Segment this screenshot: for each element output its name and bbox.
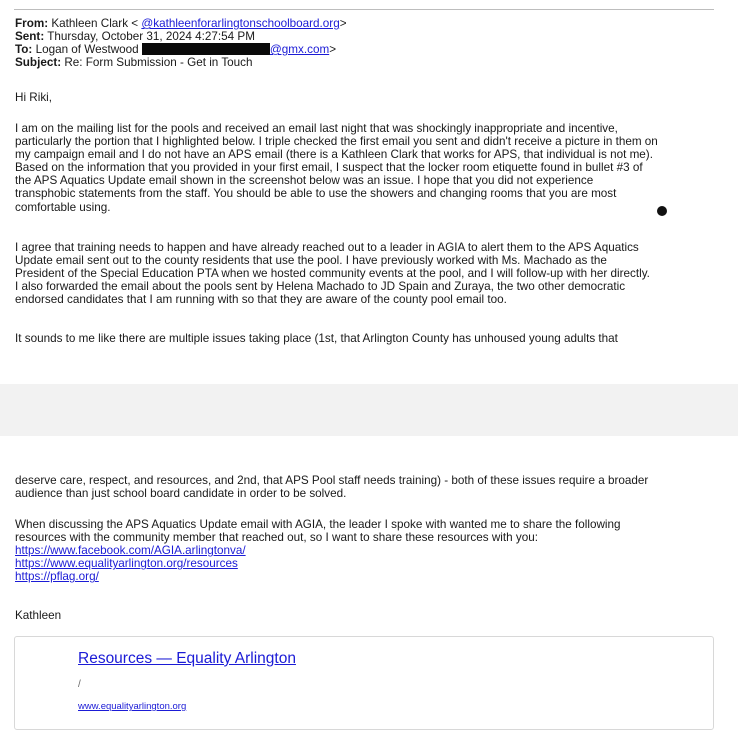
link-preview-path: / (78, 679, 81, 690)
to-line (15, 43, 336, 56)
sent-label: Sent: (15, 30, 45, 43)
link-preview-card[interactable] (14, 636, 714, 730)
ink-dot-mark (657, 206, 667, 216)
greeting-text: Hi Riki, (15, 91, 53, 104)
from-line (15, 17, 347, 30)
pflag-link[interactable]: https://pflag.org/ (15, 570, 99, 584)
paragraph-line: I agree that training needs to happen and have already reached out to a leader in AGIA to alert them to the APS Aquatics (15, 241, 639, 254)
email-page-2 (0, 436, 738, 752)
subject-value: Re: Form Submission - Get in Touch (64, 56, 253, 69)
paragraph-line: transphobic statements from the staff. You should be able to use the showers and changing rooms that you are most (15, 187, 617, 201)
subject-label: Subject: (15, 56, 62, 69)
paragraph-line: When discussing the APS Aquatics Update email with AGIA, the leader I spoke with wanted me to share the following (15, 518, 621, 531)
signature-text: Kathleen (15, 609, 62, 622)
link-preview-url[interactable]: www.equalityarlington.org (78, 701, 187, 712)
paragraph-line: my campaign email and I do not have an APS email (there is a Kathleen Clark that works for APS, that individual is not me). (15, 148, 653, 162)
paragraph-4 (15, 518, 727, 583)
equality-arlington-link[interactable]: https://www.equalityarlington.org/resources (15, 557, 238, 571)
subject-line (15, 56, 253, 69)
paragraph-line: Based on the information that you provided in your first email, I suspect that the locker room etiquette found in bullet #3 of (15, 161, 643, 175)
facebook-link[interactable]: https://www.facebook.com/AGIA.arlingtonva/ (15, 544, 246, 558)
paragraph-line: deserve care, respect, and resources, and 2nd, that APS Pool staff needs training) - both of these issues require a broader (15, 474, 649, 487)
to-name: Logan of Westwood (35, 43, 139, 56)
sent-line (15, 30, 255, 43)
paragraph-2 (15, 241, 727, 306)
link-preview-title[interactable]: Resources — Equality Arlington (78, 650, 296, 667)
signature (15, 609, 727, 622)
from-name: Kathleen Clark < (51, 17, 139, 30)
to-email-link[interactable]: @gmx.com (269, 43, 330, 56)
to-close: > (329, 43, 337, 56)
paragraph-3-start (15, 332, 727, 345)
to-label: To: (15, 43, 33, 56)
paragraph-line: President of the Special Education PTA when we hosted community events at the pool, and I will follow-up with her directly. (15, 267, 650, 281)
paragraph-line: endorsed candidates that I am running with so that they are aware of the county pool email too. (15, 293, 507, 307)
redaction-bar (142, 43, 270, 55)
paragraph-line: comfortable using. (15, 200, 111, 214)
header-divider (14, 9, 714, 10)
paragraph-1 (15, 122, 727, 214)
from-email-link[interactable]: @kathleenforarlingtonschoolboard.org (141, 17, 340, 30)
greeting (15, 91, 727, 104)
paragraph-line: resources with the community member that reached out, so I want to share these resources with you: (15, 531, 538, 545)
paragraph-line: the APS Aquatics Update email shown in the screenshot below was an issue. I hope that you did not experience (15, 174, 594, 188)
paragraph-line: I also forwarded the email about the pools sent by Helena Machado to JD Spain and Zuraya, the two other democratic (15, 280, 626, 294)
paragraph-line: particularly the portion that I highlighted below. I triple checked the first email you sent and didn't receive a picture in them on (15, 135, 658, 149)
from-close: > (339, 17, 347, 30)
sent-value: Thursday, October 31, 2024 4:27:54 PM (47, 30, 255, 43)
paragraph-line: Update email sent out to the county residents that use the pool. I have previously worked with Ms. Machado as the (15, 254, 607, 268)
from-label: From: (15, 17, 49, 30)
paragraph-line: It sounds to me like there are multiple issues taking place (1st, that Arlington County has unhoused young adults that (15, 332, 618, 345)
paragraph-line: audience than just school board candidate in order to be solved. (15, 487, 347, 501)
page-break (0, 384, 738, 436)
paragraph-3-continued (15, 474, 727, 500)
paragraph-line: I am on the mailing list for the pools and received an email last night that was shockingly inappropriate and incentive, (15, 122, 618, 135)
